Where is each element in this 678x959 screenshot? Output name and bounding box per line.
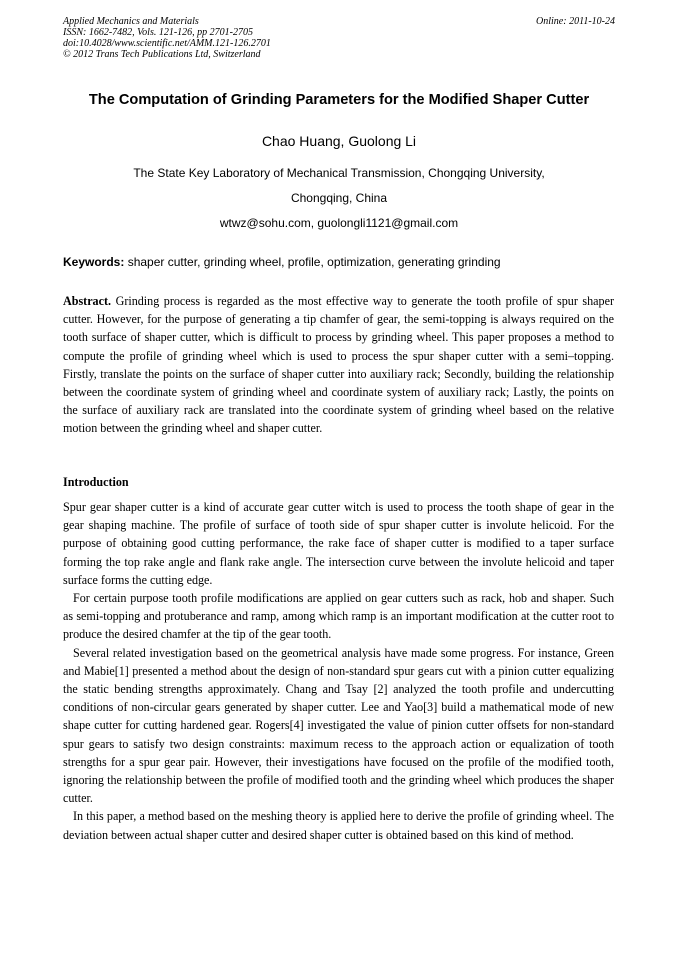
copyright-line: © 2012 Trans Tech Publications Ltd, Switzerland <box>63 49 261 60</box>
paper-title: The Computation of Grinding Parameters for the Modified Shaper Cutter <box>88 92 590 108</box>
abstract <box>63 292 614 438</box>
intro-paragraph: For certain purpose tooth profile modifications are applied on gear cutters such as rack, hob and shaper. Such as semi-topping and protuberance and ramp, among which ramp is an important modification at the cutter root to produce the desired chamfer at the tip of the gear tooth. <box>63 591 614 642</box>
affiliation-line-1: The State Key Laboratory of Mechanical Transmission, Chongqing University, <box>133 166 545 180</box>
journal-header <box>63 16 615 60</box>
introduction-heading: Introduction <box>63 475 129 489</box>
abstract-label: Abstract. <box>63 294 112 308</box>
doi-line: doi:10.4028/www.scientific.net/AMM.121-126.2701 <box>63 38 271 49</box>
intro-paragraph: Spur gear shaper cutter is a kind of accurate gear cutter witch is used to process the tooth shape of gear in the gear shaping machine. The profile of surface of tooth side of spur shaper cutter is involute helicoid. For the purpose of obtaining good cutting performance, the rake face of shaper cutter is modified to a taper surface forming the top rake angle and flank rake angle. The intersection curve between the involute helicoid and taper surface forms the cutting edge. <box>63 500 614 587</box>
abstract-text: Grinding process is regarded as the most effective way to generate the tooth profile of spur shaper cutter. However, for the purpose of generating a tip chamfer of gear, the semi-topping is always required on the tooth surface of shaper cutter, which is difficult to process by grinding wheel. This paper proposes a method to compute the profile of grinding wheel which is used to process the spur shaper cutter with a semi–topping. Firstly, translate the points on the surface of shaper cutter into auxiliary rack; Secondly, building the relationship between the coordinate system of grinding wheel and coordinate system of auxiliary rack; Lastly, the points on the surface of auxiliary rack are translated into the coordinate system of grinding wheel based on the relative motion between the grinding wheel and shaper cutter. <box>63 294 614 436</box>
issn-line: ISSN: 1662-7482, Vols. 121-126, pp 2701-2705 <box>63 27 253 38</box>
introduction-body <box>63 498 614 844</box>
online-date: Online: 2011-10-24 <box>536 16 615 27</box>
journal-name: Applied Mechanics and Materials <box>63 16 199 27</box>
intro-paragraph: Several related investigation based on the geometrical analysis have made some progress. For instance, Green and Mabie[1] presented a method about the design of non-standard spur gears cut with a pinion cutter equalizing the static bending strengths approximately. Chang and Tsay [2] analyzed the tooth profile and undercutting conditions of non-circular gears generated by shaper cutter. Lee and Yao[3] build a mathematical mode of new shape cutter for cutting hardened gear. Rogers[4] investigated the value of pinion cutter offsets for non-standard spur gears to satisfy two design constraints: maximum recess to the approach action or equalization of tooth strengths for a spur gear pair. However, their investigations have focused on the profile of the modified tooth, ignoring the relationship between the profile of modified tooth and the grinding wheel which produces the shaper cutter. <box>63 645 614 806</box>
keywords <box>63 255 623 269</box>
author-emails: wtwz@sohu.com, guolongli1121@gmail.com <box>219 216 459 230</box>
keywords-label: Keywords: <box>63 255 125 269</box>
keywords-text: shaper cutter, grinding wheel, profile, optimization, generating grinding <box>124 255 501 269</box>
affiliation-line-2: Chongqing, China <box>290 191 388 205</box>
intro-paragraph: In this paper, a method based on the meshing theory is applied here to derive the profile of grinding wheel. The deviation between actual shaper cutter and desired shaper cutter is obtained based on this kind of method. <box>63 809 614 842</box>
authors: Chao Huang, Guolong Li <box>261 133 417 149</box>
